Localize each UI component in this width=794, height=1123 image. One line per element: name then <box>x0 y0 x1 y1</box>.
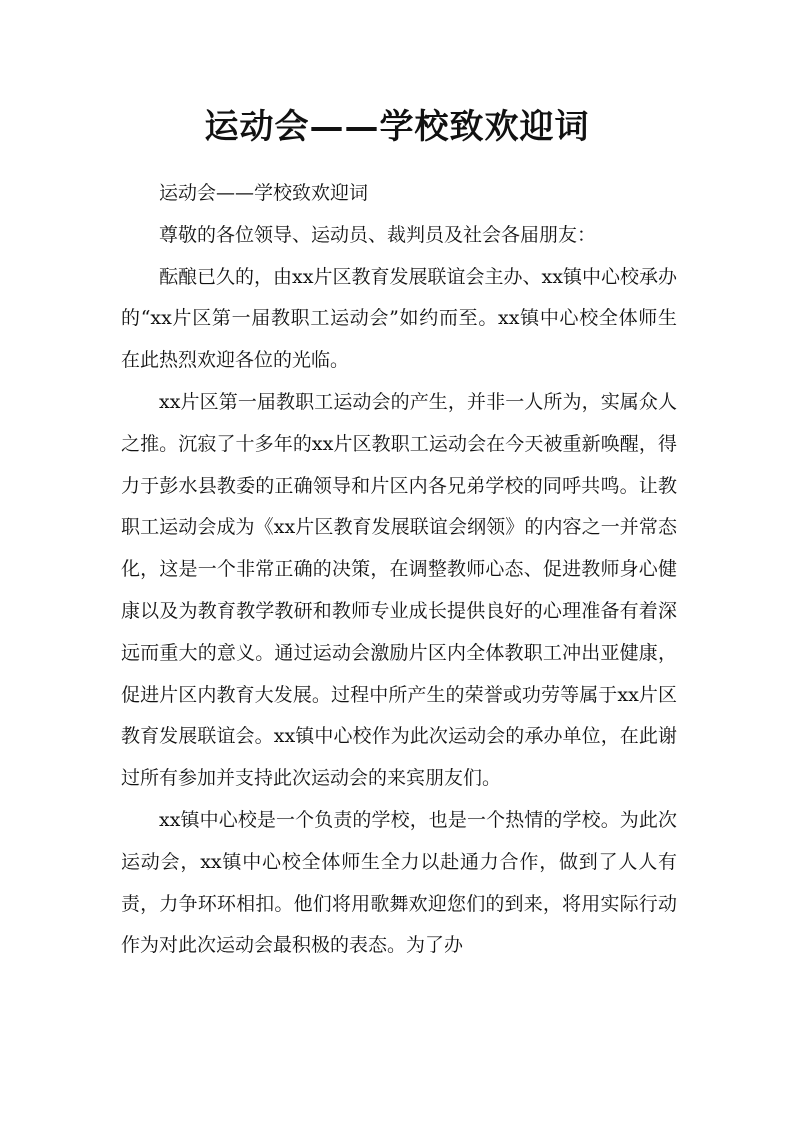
paragraph-host-school: xx镇中心校是一个负责的学校，也是一个热情的学校。为此次运动会，xx镇中心校全体师生全力以赴通力合作，做到了人人有责，力争环环相扣。他们将用歌舞欢迎您们的到来，将用实际行动作为对此次运动会最积极的表态。为了办 <box>121 808 677 957</box>
paragraph-salutation: 尊敬的各位领导、运动员、裁判员及社会各届朋友： <box>159 223 597 246</box>
document-body <box>121 173 677 967</box>
paragraph-subtitle: 运动会——学校致欢迎词 <box>159 182 369 204</box>
paragraph-background: xx片区第一届教职工运动会的产生，并非一人所为，实属众人之推。沉寂了十多年的xx片区教职工运动会在今天被重新唤醒，得力于彭水县教委的正确领导和片区内各兄弟学校的同呼共鸣。让教职工运动会成为《xx片区教育发展联谊会纲领》的内容之一并常态化，这是一个非常正确的决策，在调整教师心态、促进教师身心健康以及为教育教学教研和教师专业成长提供良好的心理准备有着深远而重大的意义。通过运动会激励片区内全体教职工冲出亚健康，促进片区内教育大发展。过程中所产生的荣誉或功劳等属于xx片区教育发展联谊会。xx镇中心校作为此次运动会的承办单位，在此谢过所有参加并支持此次运动会的来宾朋友们。 <box>121 390 677 790</box>
paragraph-opening: 酝酿已久的，由xx片区教育发展联谊会主办、xx镇中心校承办的“xx片区第一届教职工运动会”如约而至。xx镇中心校全体师生在此热烈欢迎各位的光临。 <box>121 265 677 372</box>
document-title: 运动会——学校致欢迎词 <box>204 107 590 147</box>
